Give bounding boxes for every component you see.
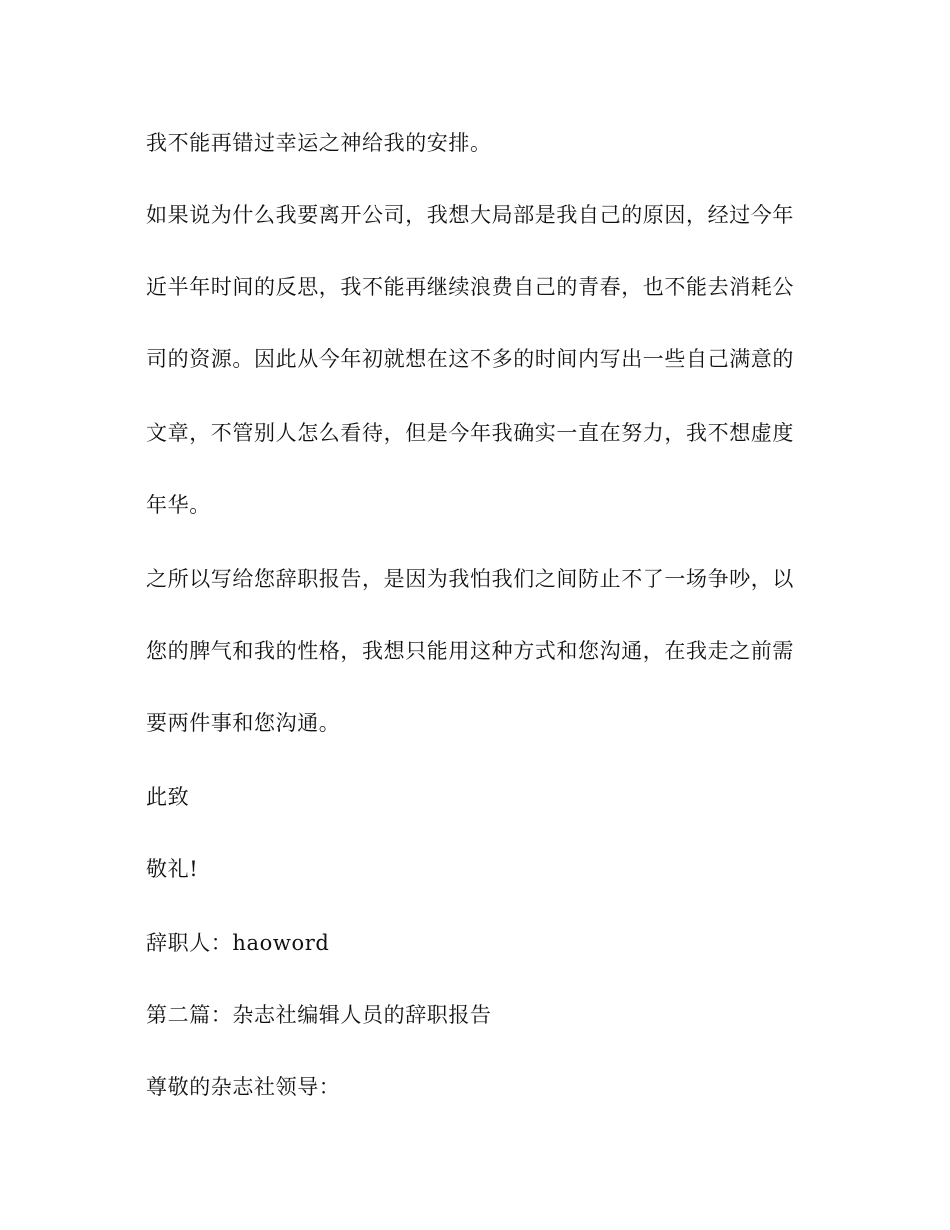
paragraph-line-8: 您的脾气和我的性格，我想只能用这种方式和您沟通，在我走之前需	[146, 639, 794, 663]
section-heading: 第二篇：杂志社编辑人员的辞职报告	[146, 1003, 492, 1027]
closing-salutation: 此致	[146, 785, 190, 809]
paragraph-line-3: 近半年时间的反思，我不能再继续浪费自己的青春，也不能去消耗公	[146, 275, 794, 299]
paragraph-line-9: 要两件事和您沟通。	[146, 711, 341, 735]
greeting-line: 尊敬的杂志社领导：	[146, 1075, 341, 1099]
paragraph-line-1: 我不能再错过幸运之神给我的安排。	[146, 131, 492, 155]
paragraph-line-5: 文章，不管别人怎么看待，但是今年我确实一直在努力，我不想虚度	[146, 421, 794, 445]
paragraph-line-2: 如果说为什么我要离开公司，我想大局部是我自己的原因，经过今年	[146, 203, 794, 227]
paragraph-line-7: 之所以写给您辞职报告，是因为我怕我们之间防止不了一场争吵，以	[146, 567, 794, 591]
paragraph-line-4: 司的资源。因此从今年初就想在这不多的时间内写出一些自己满意的	[146, 347, 794, 371]
closing-regards: 敬礼!	[146, 857, 199, 881]
paragraph-line-6: 年华。	[146, 493, 211, 517]
signature-line: 辞职人：haoword	[146, 931, 330, 955]
